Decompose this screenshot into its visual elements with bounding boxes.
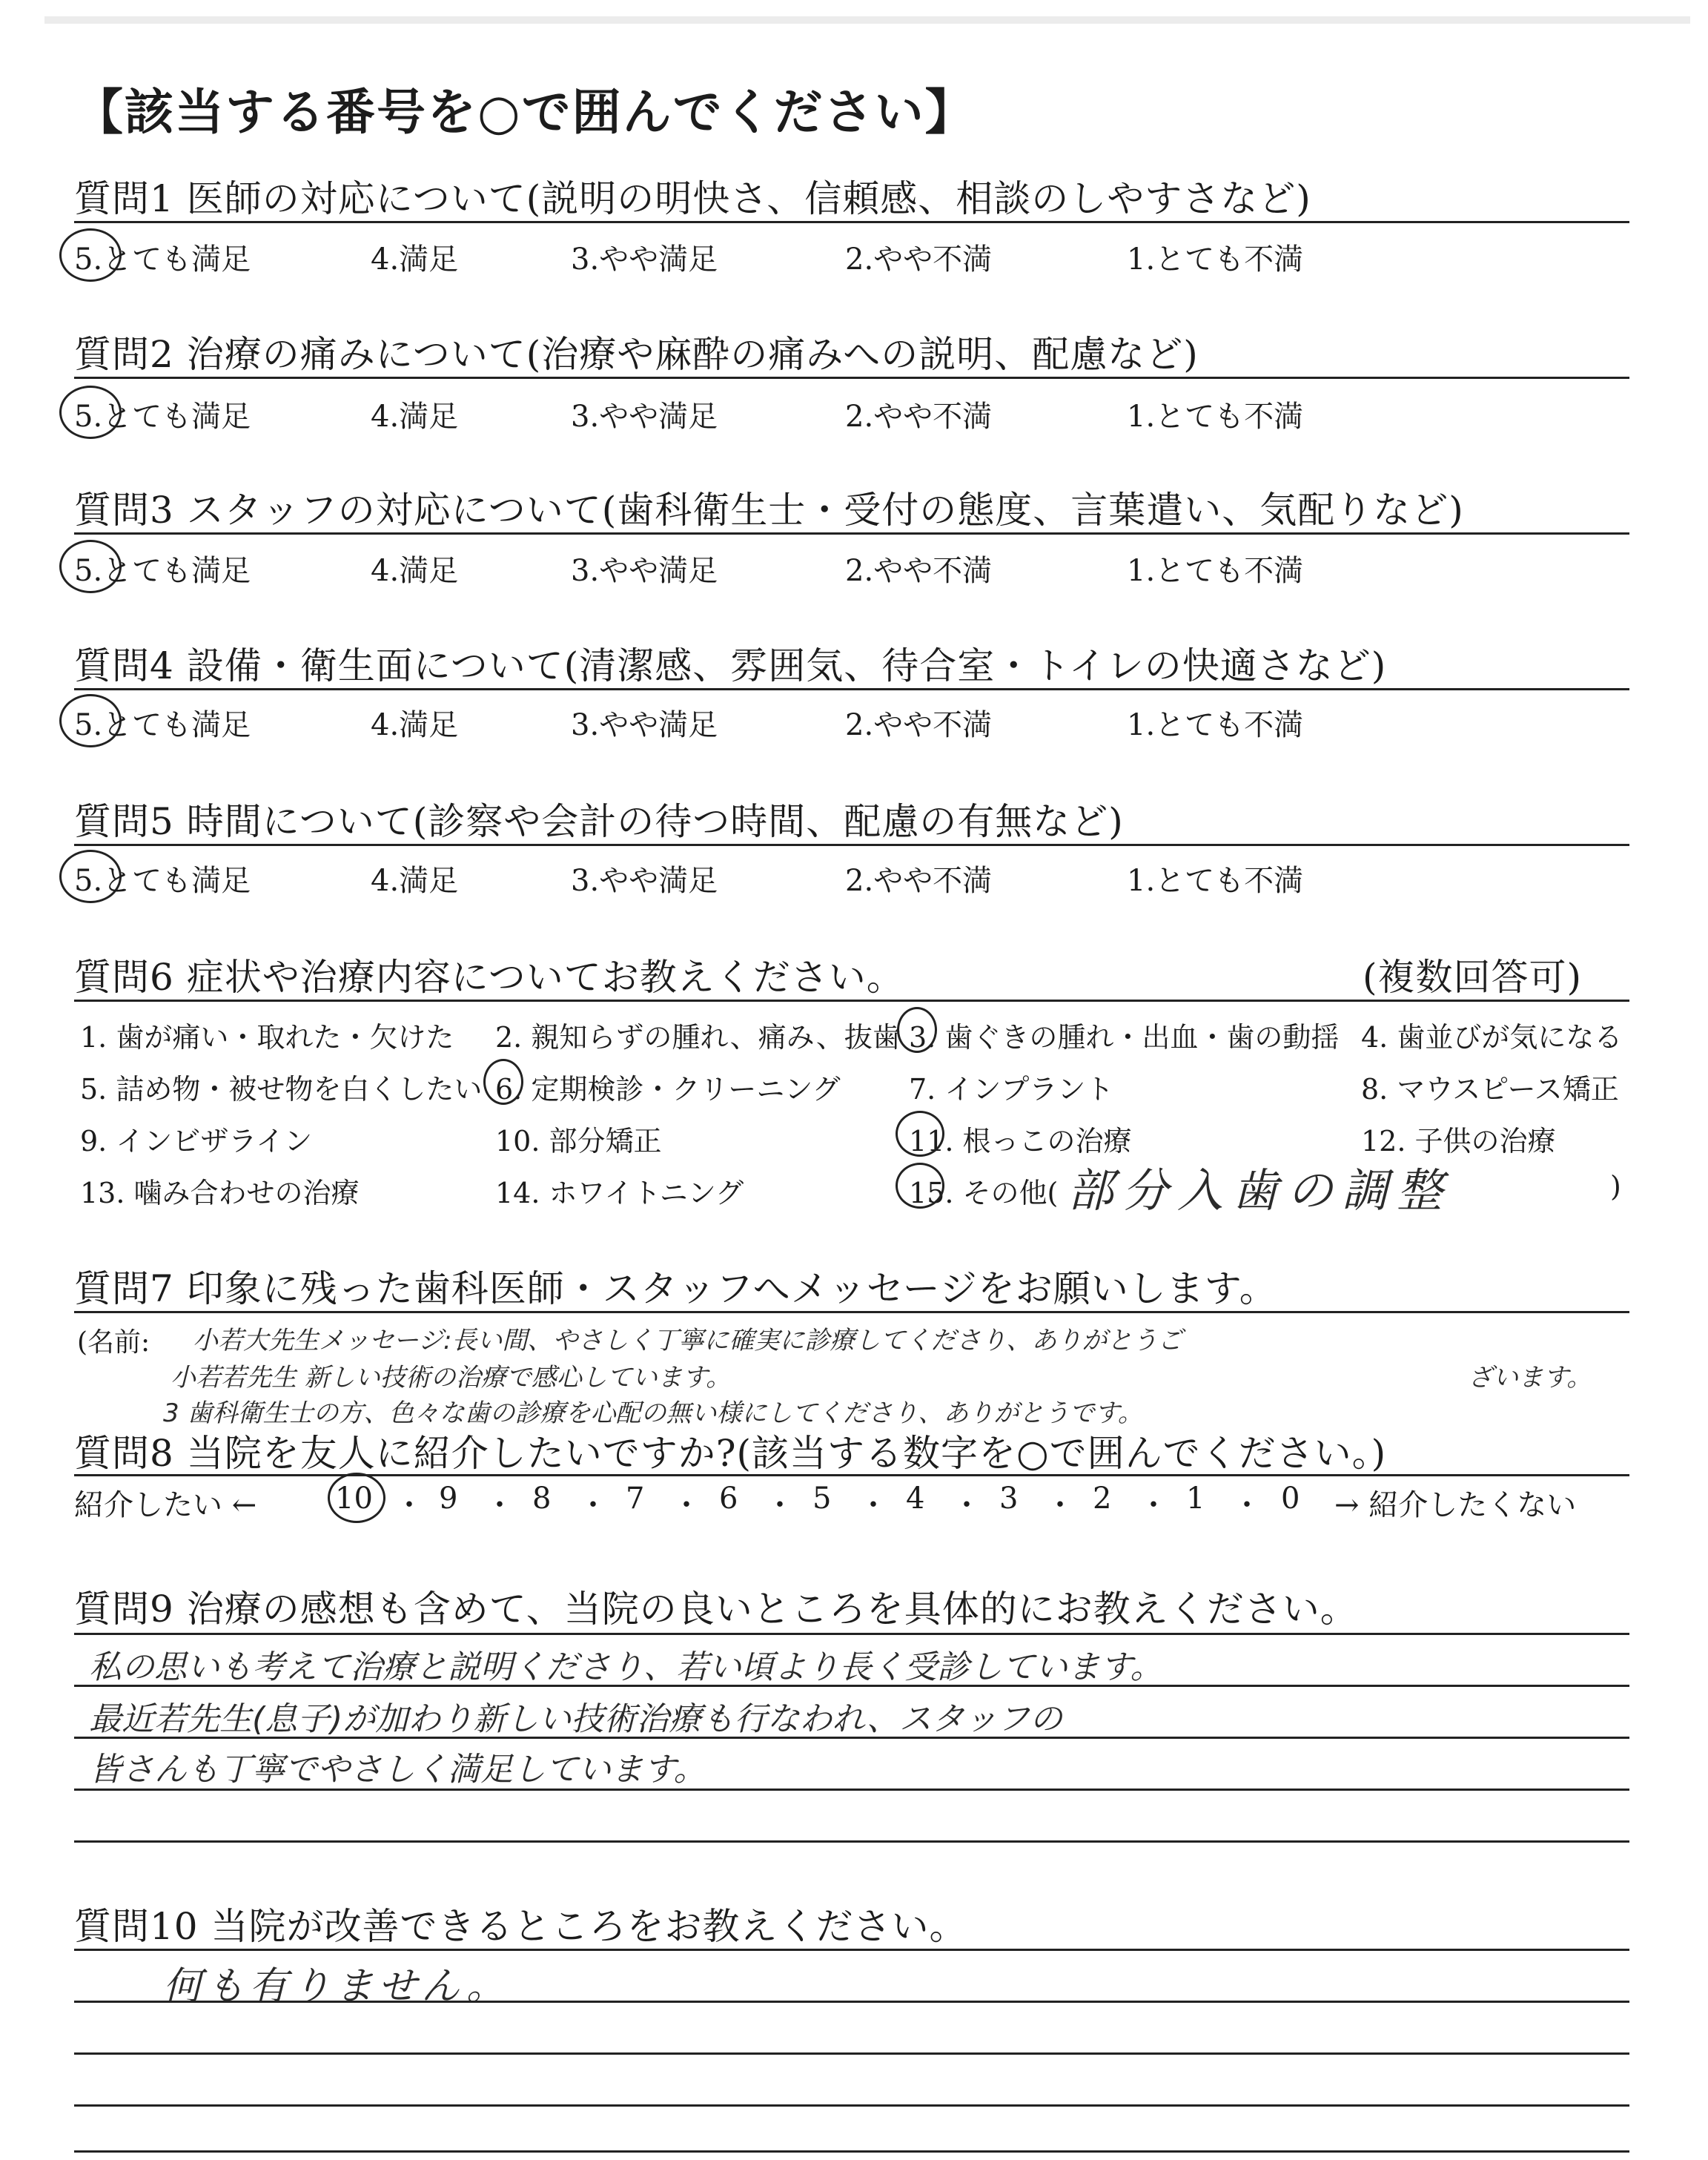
scale-value[interactable]: 5 (812, 1482, 832, 1516)
scale-value[interactable]: 8 (532, 1482, 552, 1516)
symptom-item[interactable]: 4. 歯並びが気になる (1361, 1021, 1623, 1054)
question-title: 質問10 当院が改善できるところをお教えください。 (74, 1905, 967, 1948)
symptom-item[interactable]: 11. 根っこの治療 (909, 1125, 1132, 1157)
symptom-item[interactable]: 8. マウスピース矯正 (1361, 1073, 1619, 1106)
option-4[interactable]: 4.満足 (371, 864, 459, 898)
divider (74, 1474, 1629, 1476)
question-title: 質問8 当院を友人に紹介したいですか?(該当する数字を○で囲んでください。) (74, 1432, 1387, 1475)
question-title: 質問5 時間について(診察や会計の待つ時間、配慮の有無など) (74, 800, 1124, 843)
symptom-item[interactable]: 2. 親知らずの腫れ、痛み、抜歯 (495, 1021, 901, 1054)
divider (74, 221, 1629, 223)
symptom-item[interactable]: 9. インビザライン (80, 1125, 313, 1157)
scale-value[interactable]: 6 (719, 1482, 738, 1516)
multiple-answer-note: (複数回答可) (1363, 956, 1583, 999)
scale-separator: ・ (1232, 1488, 1262, 1522)
answer-line (74, 1840, 1629, 1843)
option-4[interactable]: 4.満足 (371, 242, 459, 277)
option-1[interactable]: 1.とても不満 (1127, 400, 1304, 434)
scale-value[interactable]: 7 (626, 1482, 645, 1516)
option-2[interactable]: 2.やや不満 (845, 242, 993, 277)
divider (74, 1633, 1629, 1635)
option-5[interactable]: 5.とても満足 (74, 708, 251, 742)
option-3[interactable]: 3.やや満足 (571, 400, 718, 434)
handwritten-answer: 皆さんも丁寧でやさしく満足しています。 (89, 1751, 706, 1789)
question-title: 質問7 印象に残った歯科医師・スタッフへメッセージをお願いします。 (74, 1267, 1277, 1310)
option-1[interactable]: 1.とても不満 (1127, 554, 1304, 588)
answer-line (74, 2001, 1629, 2003)
scale-value[interactable]: 2 (1093, 1482, 1112, 1516)
option-4[interactable]: 4.満足 (371, 554, 459, 588)
question-title: 質問2 治療の痛みについて(治療や麻酔の痛みへの説明、配慮など) (74, 333, 1199, 376)
scale-value[interactable]: 4 (906, 1482, 925, 1516)
symptom-item[interactable]: 13. 噛み合わせの治療 (80, 1177, 360, 1209)
option-5[interactable]: 5.とても満足 (74, 242, 251, 277)
selection-circle (483, 1059, 523, 1105)
selection-circle (896, 1163, 944, 1209)
scale-value[interactable]: 3 (999, 1482, 1019, 1516)
scale-separator: ・ (858, 1488, 888, 1522)
other-close-paren: ) (1610, 1170, 1621, 1203)
option-3[interactable]: 3.やや満足 (571, 554, 718, 588)
scale-value[interactable]: 10 (335, 1482, 373, 1516)
other-handwritten-answer: 部分入歯の調整 (1068, 1163, 1452, 1218)
scale-value[interactable]: 9 (439, 1482, 458, 1516)
symptom-item[interactable]: 15. その他( (909, 1177, 1059, 1209)
scale-separator: ・ (1139, 1488, 1168, 1522)
symptom-item[interactable]: 1. 歯が痛い・取れた・欠けた (80, 1021, 454, 1054)
option-1[interactable]: 1.とても不満 (1127, 242, 1304, 277)
handwritten-message: 小若若先生 新しい技術の治療で感心しています。 (171, 1363, 732, 1393)
selection-circle (897, 1007, 937, 1053)
option-2[interactable]: 2.やや不満 (845, 864, 993, 898)
scale-separator: ・ (765, 1488, 795, 1522)
scale-value[interactable]: 0 (1281, 1482, 1300, 1516)
scale-separator: ・ (672, 1488, 701, 1522)
divider (74, 377, 1629, 379)
divider (74, 532, 1629, 535)
symptom-item[interactable]: 14. ホワイトニング (495, 1177, 744, 1209)
divider (74, 844, 1629, 846)
question-title: 質問4 設備・衛生面について(清潔感、雰囲気、待合室・トイレの快適さなど) (74, 644, 1387, 687)
handwritten-answer: 私の思いも考えて治療と説明くださり、若い頃より長く受診しています。 (89, 1648, 1163, 1686)
question-title: 質問3 スタッフの対応について(歯科衛生士・受付の態度、言葉遣い、気配りなど) (74, 489, 1464, 532)
handwritten-message: 3 歯科衛生士の方、色々な歯の診療を心配の無い様にしてくださり、ありがとうです。 (163, 1398, 1143, 1428)
divider (74, 1311, 1629, 1313)
option-1[interactable]: 1.とても不満 (1127, 864, 1304, 898)
option-2[interactable]: 2.やや不満 (845, 554, 993, 588)
handwritten-message: ざいます。 (1468, 1363, 1592, 1393)
question-title: 質問9 治療の感想も含めて、当院の良いところを具体的にお教えください。 (74, 1588, 1358, 1631)
answer-line (74, 1737, 1629, 1739)
selection-circle (896, 1111, 944, 1157)
symptom-item[interactable]: 3. 歯ぐきの腫れ・出血・歯の動揺 (909, 1021, 1340, 1054)
option-4[interactable]: 4.満足 (371, 400, 459, 434)
scale-separator: ・ (394, 1488, 424, 1522)
scale-separator: ・ (485, 1488, 514, 1522)
question-title: 質問1 医師の対応について(説明の明快さ、信頼感、相談のしやすさなど) (74, 177, 1311, 220)
divider (74, 1949, 1629, 1951)
option-5[interactable]: 5.とても満足 (74, 864, 251, 898)
divider (74, 688, 1629, 690)
handwritten-message: 小若大先生メッセージ:長い間、やさしく丁寧に確実に診療してくださり、ありがとうご (193, 1326, 1183, 1355)
option-1[interactable]: 1.とても不満 (1127, 708, 1304, 742)
answer-line (74, 2150, 1629, 2153)
handwritten-answer: 最近若先生(息子)が加わり新しい技術治療も行なわれ、スタッフの (89, 1700, 1062, 1738)
option-3[interactable]: 3.やや満足 (571, 242, 718, 277)
scale-separator: ・ (1045, 1488, 1075, 1522)
handwritten-answer: 何も有りません。 (163, 1964, 510, 2009)
scale-right-label: → 紹介したくない (1334, 1488, 1577, 1522)
option-2[interactable]: 2.やや不満 (845, 400, 993, 434)
symptom-item[interactable]: 10. 部分矯正 (495, 1125, 662, 1157)
scale-value[interactable]: 1 (1186, 1482, 1205, 1516)
divider (74, 1000, 1629, 1002)
scale-separator: ・ (578, 1488, 608, 1522)
scan-top-edge (44, 16, 1690, 24)
scale-separator: ・ (952, 1488, 982, 1522)
answer-line (74, 1685, 1629, 1687)
symptom-item[interactable]: 5. 詰め物・被せ物を白くしたい (80, 1073, 483, 1106)
symptom-item[interactable]: 6. 定期検診・クリーニング (495, 1073, 841, 1106)
answer-line (74, 1789, 1629, 1791)
option-3[interactable]: 3.やや満足 (571, 864, 718, 898)
question-title: 質問6 症状や治療内容についてお教えください。 (74, 956, 904, 999)
symptom-item[interactable]: 12. 子供の治療 (1361, 1125, 1556, 1157)
page-title: 【該当する番号を○で囲んでください】 (74, 83, 976, 141)
option-5[interactable]: 5.とても満足 (74, 554, 251, 588)
option-5[interactable]: 5.とても満足 (74, 400, 251, 434)
symptom-item[interactable]: 7. インプラント (909, 1073, 1114, 1106)
answer-line (74, 2104, 1629, 2107)
name-label: (名前: (77, 1327, 150, 1358)
option-2[interactable]: 2.やや不満 (845, 708, 993, 742)
option-3[interactable]: 3.やや満足 (571, 708, 718, 742)
answer-line (74, 2052, 1629, 2055)
option-4[interactable]: 4.満足 (371, 708, 459, 742)
scale-left-label: 紹介したい ← (74, 1488, 257, 1522)
